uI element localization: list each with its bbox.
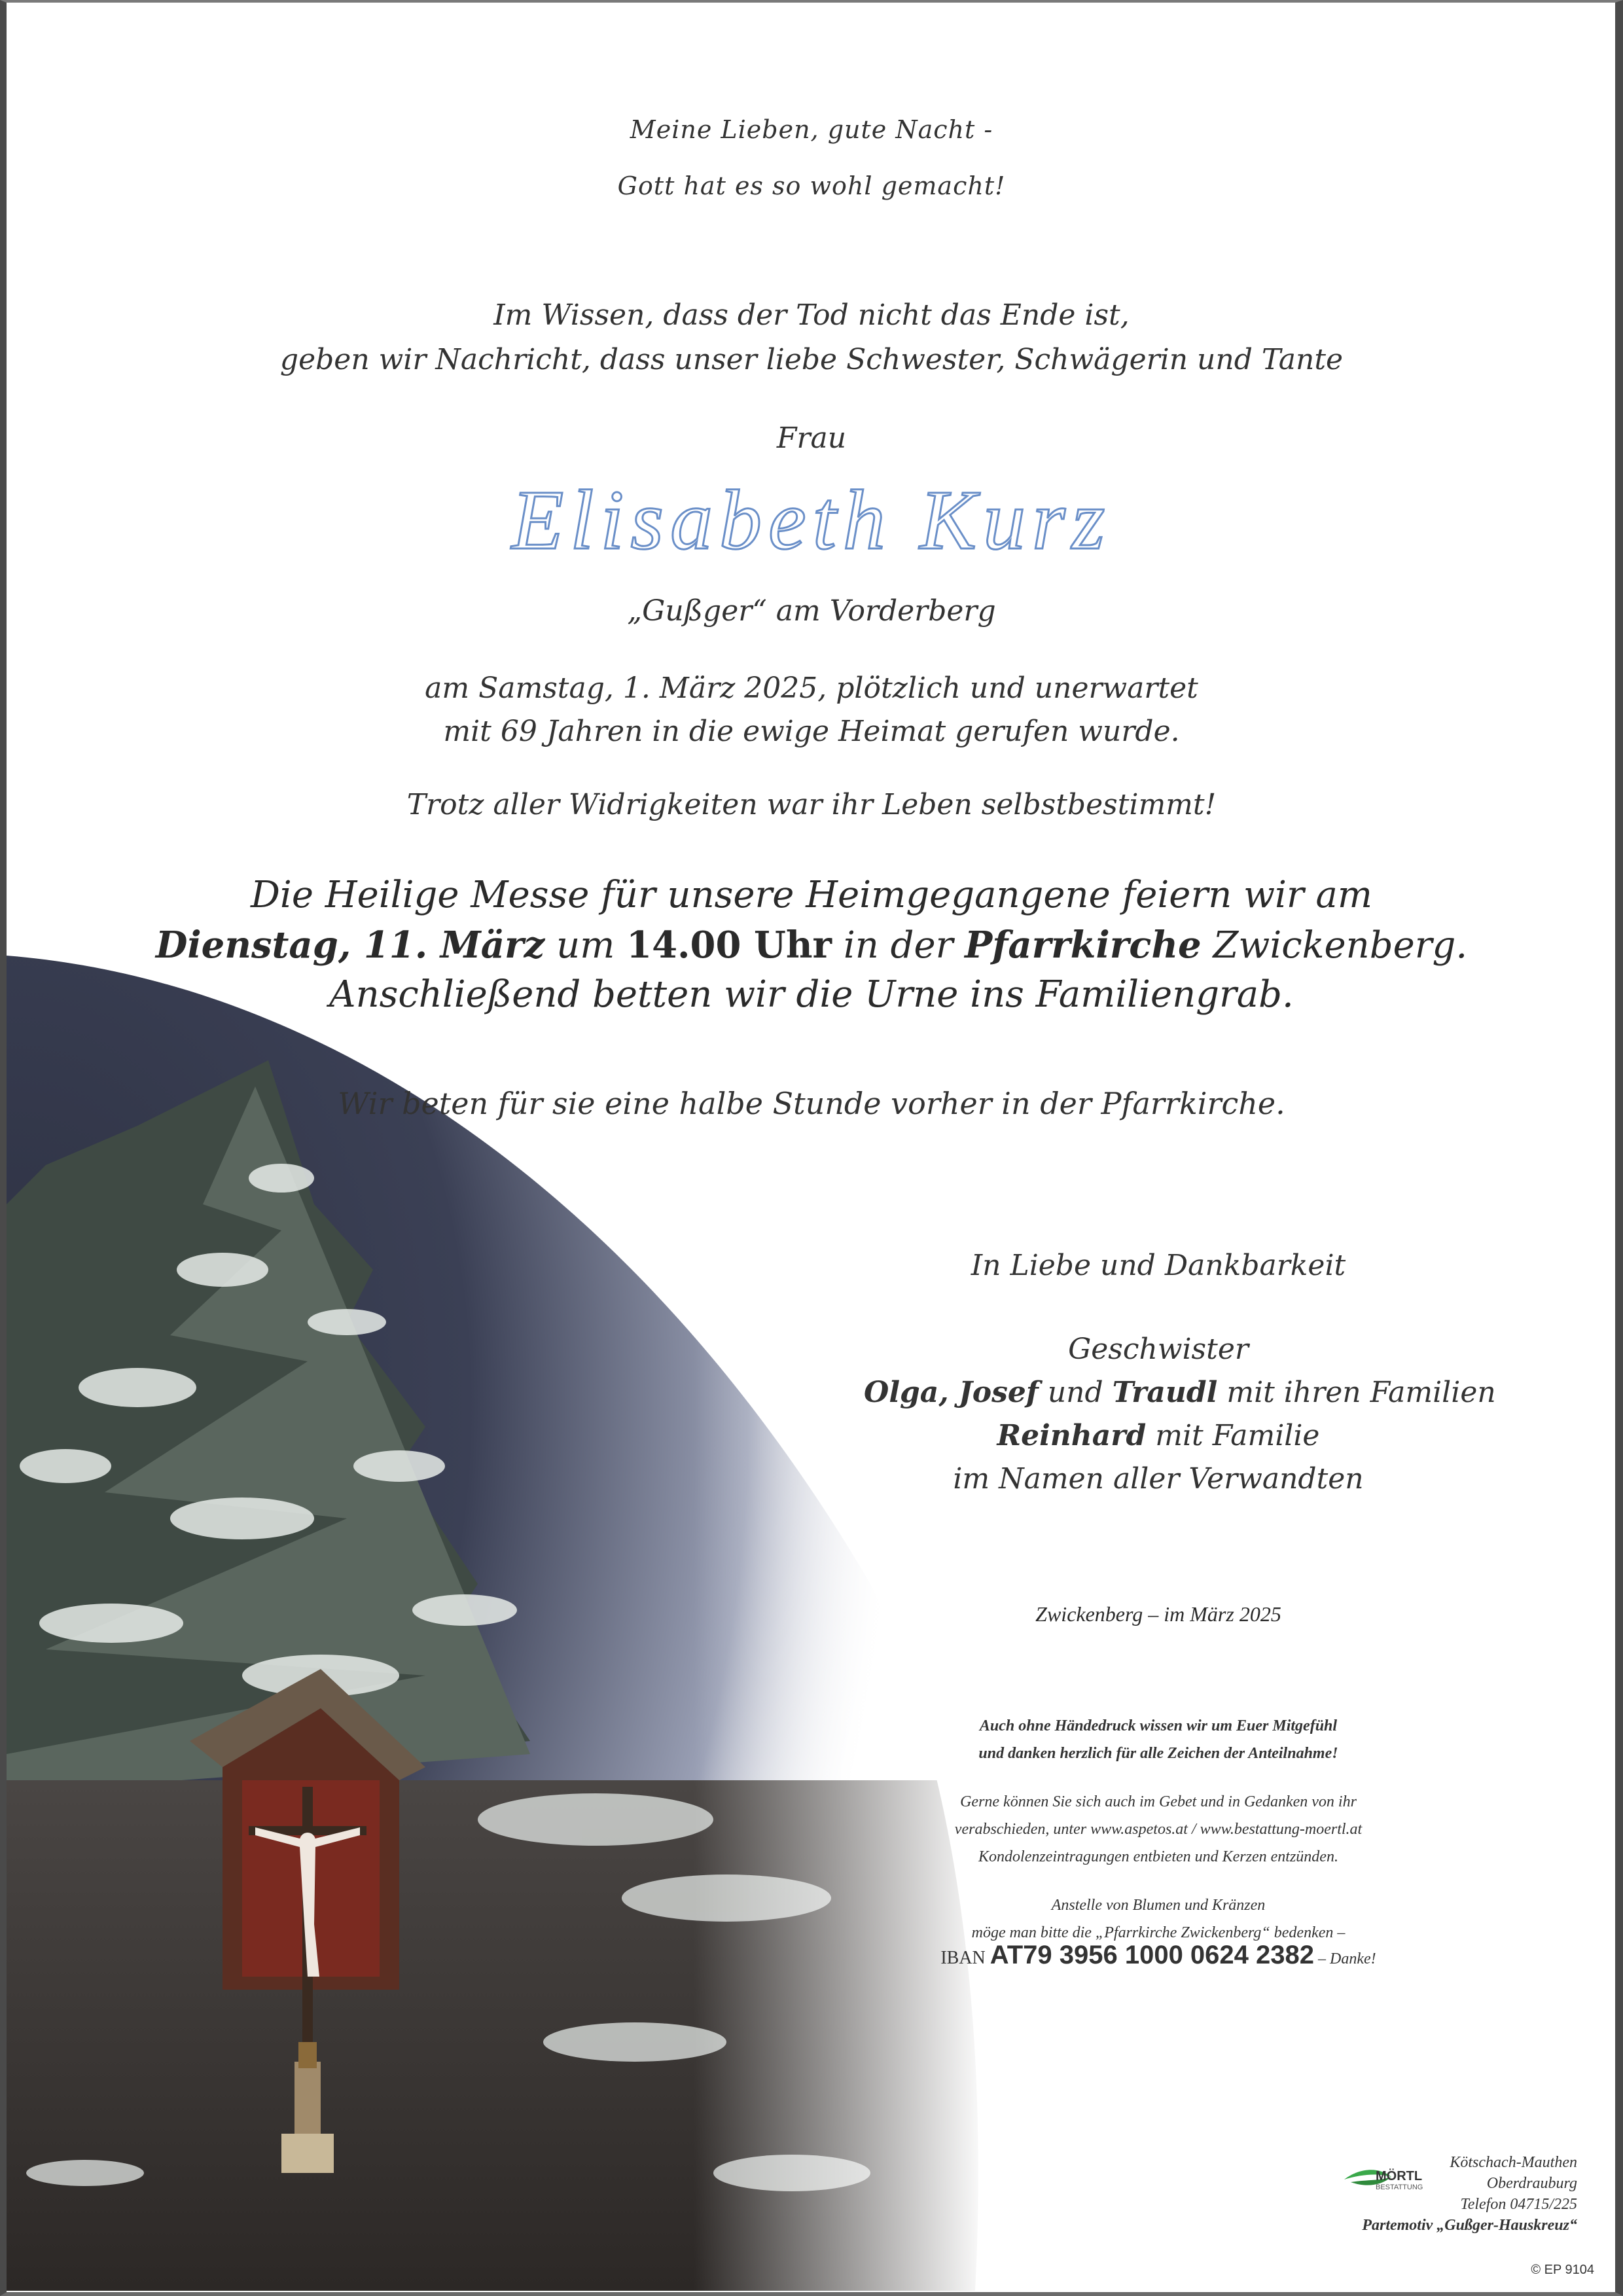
- undertaker-city-1: Kötschach-Mauthen: [1450, 2154, 1577, 2171]
- deceased-nickname: „Gußger“ am Vorderberg: [627, 594, 996, 628]
- mourner-names-1: Olga, Josef: [864, 1376, 1039, 1409]
- moertl-brand: MÖRTL: [1376, 2169, 1423, 2183]
- flowers-line-1: Anstelle von Blumen und Kränzen: [1051, 1897, 1266, 1914]
- place-date: Zwickenberg – im März 2025: [1035, 1602, 1281, 1626]
- mourners-siblings: [864, 1371, 1496, 1415]
- iban-line: [851, 1941, 1466, 1973]
- mass-um: um: [544, 924, 627, 967]
- deceased-name: Elisabeth Kurz: [511, 473, 1112, 567]
- motto-line-1: Meine Lieben, gute Nacht -: [630, 115, 993, 144]
- online-line-1: Gerne können Sie sich auch im Gebet und in Gedanken von ihr: [960, 1793, 1357, 1810]
- death-line-1: am Samstag, 1. März 2025, plötzlich und unerwartet: [425, 672, 1198, 705]
- mourner-families: mit ihren Familien: [1217, 1376, 1496, 1409]
- memorial-photo: [7, 929, 988, 2291]
- undertaker-phone: Telefon 04715/225: [1460, 2196, 1577, 2213]
- mourners-title: Geschwister: [1068, 1333, 1249, 1366]
- mourner-name-3: Reinhard: [997, 1419, 1147, 1452]
- motto-line-2: Gott hat es so wohl gemacht!: [617, 171, 1006, 200]
- iban-number: AT79 3956 1000 0624 2382: [990, 1941, 1315, 1969]
- fir-tree-wayside-cross-image: [7, 929, 988, 2291]
- mourner-und: und: [1038, 1376, 1113, 1409]
- mass-line-2: [0, 920, 1623, 971]
- flowers-line-2: möge man bitte die „Pfarrkirche Zwickenberg“ bedenken –: [971, 1924, 1346, 1941]
- mourners-brother: [864, 1414, 1453, 1458]
- undertaker-motif: Partemotiv „Gußger-Hauskreuz“: [1362, 2217, 1577, 2234]
- copyright: © EP 9104: [1531, 2263, 1594, 2277]
- online-line-2: verabschieden, unter www.aspetos.at / www.bestattung-moertl.at: [954, 1821, 1363, 1838]
- mass-church: Pfarrkirche: [965, 924, 1202, 967]
- mass-line-1: Die Heilige Messe für unsere Heimgegangene feiern wir am: [251, 874, 1372, 916]
- moertl-sub: BESTATTUNG: [1376, 2183, 1423, 2191]
- thanks-line-1: Auch ohne Händedruck wissen wir um Euer Mitgefühl: [979, 1717, 1338, 1734]
- mass-in-der: in der: [832, 924, 965, 967]
- mourners-relatives: im Namen aller Verwandten: [953, 1462, 1364, 1496]
- intro-line-2: geben wir Nachricht, dass unser liebe Schwester, Schwägerin und Tante: [279, 343, 1344, 376]
- mourner-name-2: Traudl: [1112, 1376, 1218, 1409]
- salutation: Frau: [776, 422, 847, 455]
- undertaker-city-2: Oberdrauburg: [1486, 2175, 1577, 2192]
- mass-time: 14.00 Uhr: [626, 924, 832, 967]
- death-line-2: mit 69 Jahren in die ewige Heimat gerufen wurde.: [443, 715, 1180, 748]
- mass-place: Zwickenberg.: [1201, 924, 1468, 967]
- thanks-line-2: und danken herzlich für alle Zeichen der Anteilnahme!: [978, 1745, 1338, 1762]
- mass-line-3: Anschließend betten wir die Urne ins Familiengrab.: [329, 973, 1294, 1016]
- mourners-greeting: In Liebe und Dankbarkeit: [971, 1249, 1346, 1282]
- quote: Trotz aller Widrigkeiten war ihr Leben selbstbestimmt!: [406, 788, 1217, 821]
- mass-date: Dienstag, 11. März: [155, 924, 545, 967]
- online-line-3: Kondolenzeintragungen entbieten und Kerzen entzünden.: [978, 1848, 1338, 1865]
- iban-suffix: – Danke!: [1314, 1950, 1376, 1967]
- iban-prefix: IBAN: [940, 1948, 990, 1968]
- prayer: Wir beten für sie eine halbe Stunde vorher in der Pfarrkirche.: [338, 1086, 1285, 1121]
- intro-line-1: Im Wissen, dass der Tod nicht das Ende ist,: [493, 298, 1130, 332]
- mourner-family: mit Familie: [1146, 1419, 1320, 1452]
